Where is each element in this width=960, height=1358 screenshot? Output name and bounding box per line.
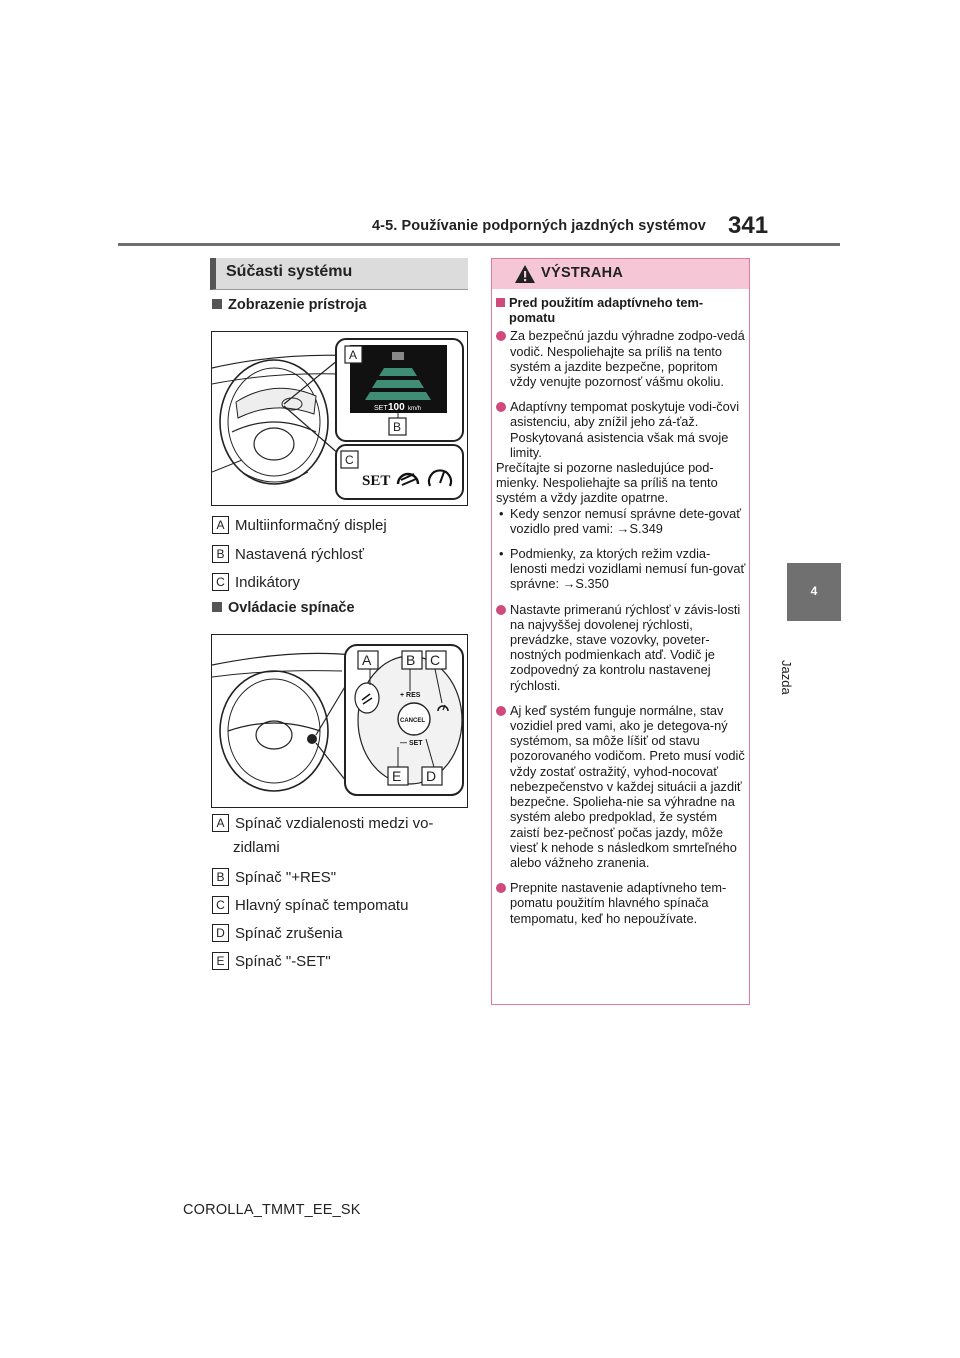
callout-b: B — [393, 420, 402, 434]
warning-box — [491, 258, 750, 1005]
res-label: + RES — [400, 692, 421, 699]
legend-row-c — [212, 894, 408, 918]
legend-row-a-cont — [233, 836, 280, 860]
display-set-text: SET — [374, 405, 388, 412]
running-header-title: 4-5. Používanie podporných jazdných systémov — [372, 218, 706, 234]
square-bullet-icon — [212, 299, 222, 309]
legend-badge: C — [212, 573, 229, 591]
legend-row-c — [212, 571, 300, 595]
warning-body — [496, 295, 746, 926]
legend-text: zidlami — [233, 839, 280, 856]
legend-text: Spínač "-SET" — [235, 953, 331, 970]
indicator-set-text: SET — [362, 473, 391, 489]
legend-badge: E — [212, 952, 229, 970]
warning-item: Adaptívny tempomat poskytuje vodi-čovi asistenciu, aby znížil jeho zá-ťaž. Poskytovaná asistencia však má svoje limity. — [496, 399, 746, 460]
instrument-subheading-text: Zobrazenie prístroja — [228, 297, 367, 313]
chapter-label: Jazda — [779, 660, 794, 695]
legend-row-e — [212, 950, 331, 974]
legend-row-a — [212, 514, 387, 538]
warning-header — [492, 259, 749, 289]
warning-note: Prečítajte si pozorne nasledujúce pod-mienky. Nespoliehajte sa príliš na tento systém a vždy jazdite opatrne. — [496, 460, 718, 506]
warning-triangle-icon — [514, 264, 536, 284]
warning-title: VÝSTRAHA — [541, 265, 624, 281]
callout-a: A — [349, 348, 358, 362]
legend-row-a — [212, 812, 433, 836]
header-rule — [118, 243, 840, 246]
callout-a: A — [362, 652, 372, 668]
section-heading-text: Súčasti systému — [226, 263, 353, 280]
legend-text: Spínač vzdialenosti medzi vo- — [235, 815, 434, 832]
legend-row-b — [212, 543, 364, 567]
warning-item: Prepnite nastavenie adaptívneho tem-pomatu použitím hlavného spínača tempomatu, keď ho nepoužívate. — [496, 880, 746, 926]
legend-badge: B — [212, 868, 229, 886]
switches-subheading — [212, 600, 355, 616]
callout-d: D — [426, 768, 437, 784]
legend-text: Nastavená rýchlosť — [235, 546, 365, 563]
legend-row-d — [212, 922, 343, 946]
legend-badge: D — [212, 924, 229, 942]
legend-text: Spínač zrušenia — [235, 925, 343, 942]
switches-subheading-text: Ovládacie spínače — [228, 600, 355, 616]
set-label: — SET — [400, 740, 423, 747]
square-bullet-icon — [212, 602, 222, 612]
legend-badge: C — [212, 896, 229, 914]
warning-item: Nastavte primeranú rýchlosť v závis-losti na najvyššej dovolenej rýchlosti, prevádzke, stave vozovky, poveter-nostných podmienkach atď. Vodič je zodpovedný za kontrolu nastavenej rýchlosti. — [496, 602, 746, 693]
instrument-subheading — [212, 297, 367, 313]
legend-text: Hlavný spínač tempomatu — [235, 897, 409, 914]
display-speed: 100 — [388, 402, 405, 413]
warning-item: Za bezpečnú jazdu výhradne zodpo-vedá vodič. Nespoliehajte sa príliš na tento systém a jazdite bezpečne, popritom vždy venujte pozornosť vášmu okoliu. — [496, 328, 746, 389]
callout-c: C — [430, 652, 441, 668]
section-heading — [210, 258, 468, 290]
warning-subheading: Pred použitím adaptívneho tem-pomatu — [496, 295, 746, 325]
legend-text: Indikátory — [235, 574, 301, 591]
callout-b: B — [406, 652, 416, 668]
footer-code: COROLLA_TMMT_EE_SK — [183, 1202, 361, 1218]
instrument-illustration — [212, 332, 468, 506]
switches-figure — [211, 634, 468, 808]
legend-row-b — [212, 866, 336, 890]
callout-c: C — [345, 453, 354, 467]
warning-item: Aj keď systém funguje normálne, stav vozidiel pred vami, ako je detegova-ný systémom, sa môže líšiť od stavu pozorovaného vodičom. Preto musí vodič vždy zostať ostražitý, vyhod-nocovať nebezpečenstvo v každej situácii a jazdiť bezpečne. Spolieha-nie sa výhradne na systém alebo predpoklad, že systém zaistí bez-pečnosť počas jazdy, môže viesť k nehode s následkom smrteľného alebo vážneho zranenia. — [496, 703, 746, 870]
cancel-label: CANCEL — [400, 718, 425, 724]
warning-bullet: • Kedy senzor nemusí správne dete-govať vozidlo pred vami: →S.349 — [496, 506, 746, 536]
legend-badge: A — [212, 814, 229, 832]
display-unit: km/h — [408, 406, 422, 412]
legend-badge: B — [212, 545, 229, 563]
chapter-label-box — [779, 632, 842, 695]
warning-bullet: • Podmienky, za ktorých režim vzdia-lenosti medzi vozidlami nemusí fun-govať správne: →S.350 — [496, 546, 746, 592]
switches-illustration — [212, 635, 468, 808]
chapter-number: 4 — [810, 584, 818, 598]
chapter-tab — [787, 563, 841, 621]
instrument-figure — [211, 331, 468, 506]
page-number: 341 — [728, 212, 769, 239]
callout-e: E — [392, 768, 402, 784]
legend-text: Multiinformačný displej — [235, 517, 387, 534]
legend-text: Spínač "+RES" — [235, 869, 337, 886]
legend-badge: A — [212, 516, 229, 534]
